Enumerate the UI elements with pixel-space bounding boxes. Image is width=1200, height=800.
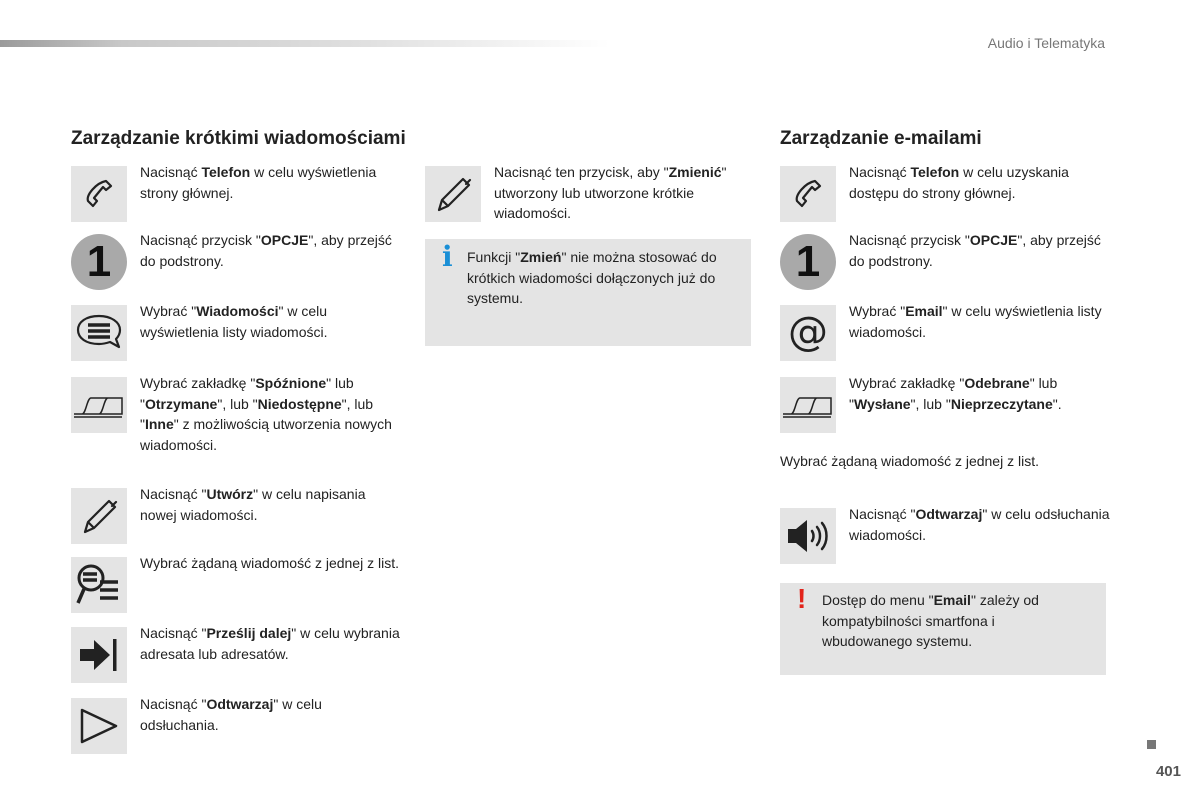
instruction-item xyxy=(780,166,1111,222)
instruction-text xyxy=(494,162,756,224)
text-run: Wybrać " xyxy=(849,303,906,319)
instruction-text xyxy=(849,301,1111,361)
instruction-item xyxy=(780,305,1111,361)
text-run: Dostęp do menu " xyxy=(822,592,934,608)
instruction-item xyxy=(780,508,1111,564)
bold-term: Wysłane xyxy=(853,395,911,412)
text-run: Wybrać żądaną wiadomość z jednej z list. xyxy=(140,555,399,571)
pencil-icon xyxy=(71,488,127,544)
left-heading: Zarządzanie krótkimi wiadomościami xyxy=(71,128,406,149)
text-run: " lub " xyxy=(849,375,1058,412)
text-run: Nacisnąć przycisk " xyxy=(140,232,261,248)
bold-term: Nieprzeczytane xyxy=(950,395,1053,412)
instruction-item xyxy=(71,234,400,290)
pencil-icon xyxy=(425,166,481,222)
warning-text xyxy=(822,590,1082,652)
bold-term: Niedostępne xyxy=(257,395,342,412)
text-run: w celu uzyskania dostępu do strony głównej. xyxy=(849,164,1069,201)
info-note xyxy=(425,239,751,346)
bold-term: Odtwarzaj xyxy=(915,506,983,522)
right-heading: Zarządzanie e-mailami xyxy=(780,128,982,149)
text-run: Nacisnąć " xyxy=(140,486,207,502)
instruction-item xyxy=(780,234,1111,290)
instruction-text xyxy=(849,504,1111,564)
instruction-text xyxy=(140,553,400,613)
phone-icon xyxy=(780,166,836,222)
play-icon xyxy=(71,698,127,754)
text-run: Funkcji " xyxy=(467,249,521,265)
instruction-item xyxy=(71,698,400,754)
instruction-text xyxy=(140,162,400,222)
instruction-text xyxy=(140,230,400,290)
text-run: ", lub " xyxy=(140,395,374,432)
speaker-icon xyxy=(780,508,836,564)
info-text xyxy=(467,247,737,309)
bold-term: Wiadomości xyxy=(196,303,279,319)
at-icon xyxy=(780,305,836,361)
bold-term: Utwórz xyxy=(206,486,254,502)
text-run: " w celu odsłuchania wiadomości. xyxy=(849,506,1110,543)
text-run: " lub " xyxy=(140,375,354,412)
text-run: " z możliwością utworzenia nowych wiadomości. xyxy=(140,416,392,453)
instruction-item xyxy=(71,166,400,222)
instruction-item xyxy=(71,305,400,361)
text-run: ", aby przejść do podstrony. xyxy=(140,232,392,269)
text-run: " w celu wyświetlenia listy wiadomości. xyxy=(140,303,328,340)
bold-term: Zmień xyxy=(520,249,562,265)
text-run: Wybrać " xyxy=(140,303,197,319)
bold-term: Odebrane xyxy=(964,375,1030,391)
text-run: Nacisnąć xyxy=(849,164,911,180)
bold-term: Email xyxy=(905,303,943,319)
text-run: Wybrać zakładkę " xyxy=(849,375,965,391)
bold-term: OPCJE xyxy=(969,232,1018,248)
bold-term: Telefon xyxy=(910,164,960,180)
text-run: " w celu wyświetlenia listy wiadomości. xyxy=(849,303,1102,340)
text-run: ". xyxy=(1052,395,1062,412)
instruction-text xyxy=(849,162,1111,222)
instruction-item xyxy=(71,377,400,455)
bold-term: Odtwarzaj xyxy=(206,696,274,712)
text-run: " nie można stosować do krótkich wiadomości dołączonych już do systemu. xyxy=(467,249,717,306)
text-run: Nacisnąć " xyxy=(140,696,207,712)
info-icon: i xyxy=(442,240,453,273)
instruction-text xyxy=(849,373,1111,433)
text-run: Nacisnąć przycisk " xyxy=(849,232,970,248)
text-run: " zależy od kompatybilności smartfona i wbudowanego systemu. xyxy=(822,592,1039,649)
header-bar xyxy=(0,40,610,47)
instruction-text: Wybrać żądaną wiadomość z jednej z list. xyxy=(780,453,1039,469)
text-run: " w celu napisania nowej wiadomości. xyxy=(140,486,366,523)
message-bubble-icon xyxy=(71,305,127,361)
section-title: Audio i Telematyka xyxy=(987,35,1105,51)
instruction-item xyxy=(71,627,400,683)
instruction-item xyxy=(71,488,400,544)
instruction-text xyxy=(140,484,400,544)
instruction-text xyxy=(140,301,400,361)
instruction-text xyxy=(849,230,1111,290)
text-run: " w celu wybrania adresata lub adresatów. xyxy=(140,625,400,662)
tab-icon xyxy=(71,377,127,433)
instruction-item xyxy=(425,166,756,224)
search-list-icon xyxy=(71,557,127,613)
text-run: Wybrać zakładkę " xyxy=(140,375,256,391)
tab-icon xyxy=(780,377,836,433)
text-run: w celu wyświetlenia strony głównej. xyxy=(140,164,377,201)
page-marker xyxy=(1147,740,1156,749)
text-run: " utworzony lub utworzone krótkie wiadomości. xyxy=(494,164,727,221)
phone-icon xyxy=(71,166,127,222)
text-run: ", lub " xyxy=(217,395,258,412)
instruction-text xyxy=(140,373,400,455)
number-1-icon: 1 xyxy=(71,234,127,290)
text-run: ", lub " xyxy=(910,395,951,412)
text-run: Nacisnąć ten przycisk, aby " xyxy=(494,164,669,180)
instruction-text xyxy=(140,623,400,683)
bold-term: OPCJE xyxy=(260,232,309,248)
bold-term: Otrzymane xyxy=(144,395,218,412)
number-1-icon: 1 xyxy=(780,234,836,290)
text-run: ", aby przejść do podstrony. xyxy=(849,232,1101,269)
text-run: " w celu odsłuchania. xyxy=(140,696,322,733)
bold-term: Zmienić xyxy=(668,164,722,180)
text-run: Nacisnąć " xyxy=(849,506,916,522)
svg-text:@: @ xyxy=(788,311,828,355)
page-number: 401 xyxy=(1155,763,1181,780)
forward-icon xyxy=(71,627,127,683)
bold-term: Prześlij dalej xyxy=(206,625,292,641)
text-run: Nacisnąć xyxy=(140,164,202,180)
bold-term: Spóźnione xyxy=(255,375,327,391)
bold-term: Telefon xyxy=(201,164,251,180)
bold-term: Inne xyxy=(144,416,174,432)
instruction-text xyxy=(140,694,400,754)
bold-term: Email xyxy=(933,592,971,608)
warning-icon: ! xyxy=(797,583,807,614)
instruction-item xyxy=(71,557,400,613)
warning-note xyxy=(780,583,1106,675)
instruction-item xyxy=(780,377,1111,433)
text-run: Nacisnąć " xyxy=(140,625,207,641)
